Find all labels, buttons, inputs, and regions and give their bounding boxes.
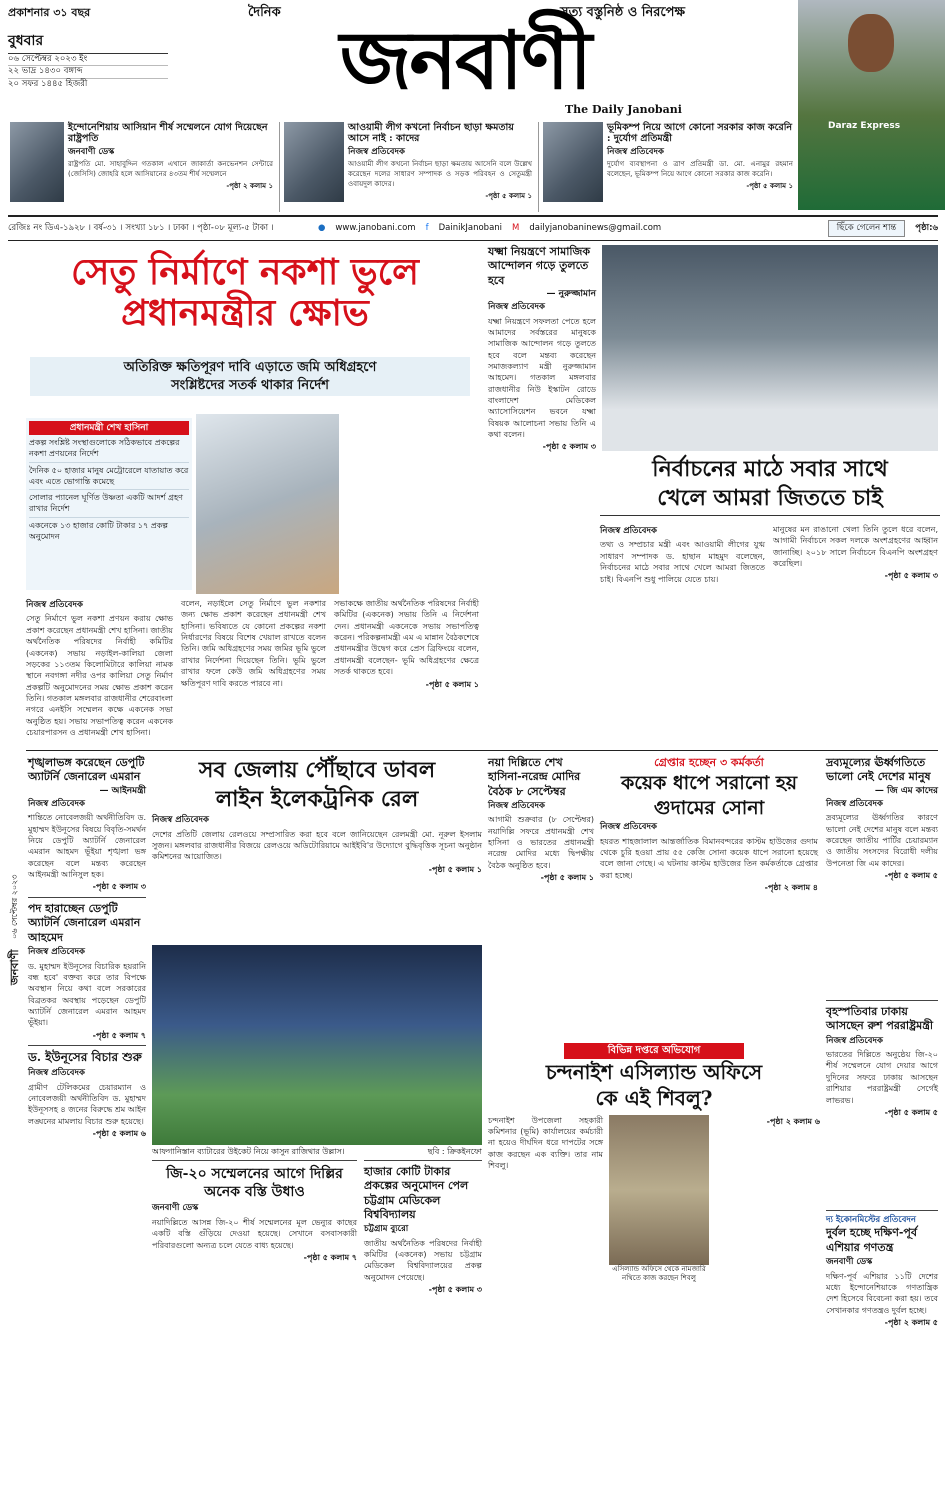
election-headline-line2: খেলে আমরা জিততে চাই xyxy=(657,484,883,511)
story-photo xyxy=(10,122,64,202)
shiblu-photo xyxy=(609,1115,709,1265)
website-icon: ● xyxy=(318,222,326,233)
facebook-icon: f xyxy=(425,222,429,233)
cricketer-photo xyxy=(798,0,945,210)
brief-body: শান্তিতে নোবেলজয়ী অর্থনীতিবিদ ড. মুহাম্মদ ইউনূসের বিষয়ে বিবৃতি-সমর্থন নিয়ে ডেপুটি অ্যাটর্নি জেনারেল এমরান আহমদ ভূঁইয়া শৃঙ্খলা ভঙ্গ করেছেন বলে মন্তব্য করেছেন আইনমন্ত্রী আনিসুল হক। xyxy=(28,813,146,879)
story-cont: -পৃষ্ঠা ৫ কলাম ১ xyxy=(746,182,793,191)
brief-byline: নিজস্ব প্রতিবেদক xyxy=(28,947,85,958)
yakshma-body: যক্ষ্মা নিয়ন্ত্রণে সফলতা পেতে হলে আমাদের সর্বস্তরের মানুষকে সামাজিক আন্দোলন গড়ে তুলতে হবে বলে মন্তব্য করেছেন সমাজকল্যাণ মন্ত্রী নুরুজ্জামান আহমেদ। গতকাল মঙ্গলবার রাজধানীর নিউ ইস্কাটন রোডে বাংলাদেশ মেডিকেল অ্যাসোসিয়েশন ভবনে যক্ষ্মা বিষয়ক আলোচনা সভায় তিনি এ কথা বলেন। xyxy=(488,316,596,440)
website-link[interactable]: www.janobani.com xyxy=(335,222,416,233)
weekday: বুধবার xyxy=(8,32,168,54)
lavrov-cont: -পৃষ্ঠা ৫ কলাম ৫ xyxy=(884,1107,938,1117)
lead-headline-line2: প্রধানমন্ত্রীর ক্ষোভ xyxy=(121,292,369,335)
gold-cont: -পৃষ্ঠা ২ কলাম ৪ xyxy=(764,883,818,893)
dainik-label: দৈনিক xyxy=(248,5,281,20)
pm-box xyxy=(26,418,192,590)
democracy-body: দক্ষিণ-পূর্ব এশিয়ার ১১টি দেশের মধ্যে ইন্দোনেশিয়াকে গণতান্ত্রিক দেশ হিসেবে বিবেচনা করা হয়। তবে সেখানকার গণতন্ত্রও দুর্বল হচ্ছে। xyxy=(826,1271,938,1315)
tagline: প্রকাশনার ৩১ বছর xyxy=(8,6,91,19)
side-date: ০৬ সেপ্টেম্বর ২০২৩ xyxy=(10,874,19,939)
story-photo xyxy=(543,122,603,202)
chandanaish-headline-line1: চন্দনাইশ এসিল্যান্ড অফিসে xyxy=(545,1059,763,1084)
yakshma-speaker: — নুরুজ্জামান xyxy=(546,288,596,299)
lead-cont: -পৃষ্ঠা ৫ কলাম ১ xyxy=(425,679,479,689)
brief-body: ড. মুহাম্মদ ইউনূসের বিচারিক হয়রানি বন্ধ হবে' বক্তব্য করে তার বিপক্ষে অবস্থান নিয়ে কথা বলে সরকারের বিব্রতকর অবস্থায় পড়েছেন ডেপুটি অ্যাটর্নি জেনারেল এমরান আহমদ ভূঁইয়া। xyxy=(28,961,146,1028)
brief-title: শৃঙ্খলাভঙ্গ করেছেন ডেপুটি অ্যাটর্নি জেনারেল এমরান xyxy=(28,756,145,784)
story-body: দুর্যোগ ব্যবস্থাপনা ও ত্রাণ প্রতিমন্ত্রী ডা. মো. এনামুর রহমান বলেছেন, ভূমিকম্প নিয়ে আগে কোনো সরকার কাজ করেনি। xyxy=(607,160,793,179)
logo xyxy=(225,14,705,106)
bilateral-story xyxy=(488,756,594,884)
medical-story xyxy=(364,1160,482,1296)
democracy-kicker: দ্য ইকোনমিস্টের প্রতিবেদন xyxy=(826,1215,916,1225)
democracy-byline: জনবাণী ডেস্ক xyxy=(826,1257,873,1268)
brief-body: গ্রামীণ টেলিকমের চেয়ারম্যান ও নোবেলজয়ী অর্থনীতিবিদ ড. মুহাম্মদ ইউনূসসহ ৪ জনের বিরুদ্ধে শ্রম আইন লঙ্ঘনের মামলায় বিচার শুরু হয়েছে। xyxy=(28,1082,146,1126)
pm-photo xyxy=(196,414,339,594)
story-title: ভূমিকম্প নিয়ে আগে কোনো সরকার কাজ করেনি : দুর্যোগ প্রতিমন্ত্রী xyxy=(607,122,793,145)
brief-cont: -পৃষ্ঠা ৫ কলাম ৭ xyxy=(92,1030,146,1040)
dravya-byline: নিজস্ব প্রতিবেদক xyxy=(826,798,883,809)
rail-headline-line1: সব জেলায় পৌঁছাবে ডাবল xyxy=(198,757,436,783)
yakshma-title: যক্ষ্মা নিয়ন্ত্রণে সামাজিক আন্দোলন গড়ে তুলতে হবে xyxy=(488,245,591,287)
lead-headline xyxy=(10,252,480,335)
democracy-cont: -পৃষ্ঠা ২ কলাম ৫ xyxy=(884,1317,938,1327)
logo-text: জনবাণী xyxy=(339,13,591,107)
gold-kicker: গ্রেপ্তার হচ্ছেন ৩ কর্মকর্তা xyxy=(654,756,764,769)
chandanaish-body: চন্দনাইশ উপজেলা সহকারী কমিশনার (ভূমি) কার্যালয়ের কর্মচারী না হয়েও দীর্ঘদিন ধরে দাপটের সঙ্গে কাজ করছেন এক ব্যক্তি। তার নাম শিবলু। xyxy=(488,1115,603,1170)
medical-body: জাতীয় অর্থনৈতিক পরিষদের নির্বাহী কমিটির (একনেক) সভায় চট্টগ্রাম মেডিকেল বিশ্ববিদ্যালয়ের প্রকল্প অনুমোদন পেয়েছে। xyxy=(364,1238,482,1282)
mail-icon: M xyxy=(512,222,520,233)
dravya-story xyxy=(826,756,938,882)
shiblu-caption: এসিল্যান্ড অফিসে থেকে নামজারি নথিতে কাজ করছেন শিবলু xyxy=(612,1264,706,1282)
section-divider xyxy=(26,750,938,751)
pm-point-3: সোলার প্যানেল ঘূর্ণিত উষ্ণতা একটি আদর্শ গ্রহণ রাখার নির্দেশ xyxy=(29,493,189,518)
gold-byline: নিজস্ব প্রতিবেদক xyxy=(600,822,657,833)
rail-body: দেশের প্রতিটি জেলায় রেলওয়ে সম্প্রসারিত করা হবে বলে জানিয়েছেন রেলমন্ত্রী মো. নূরুল ইসলাম সুজন। মঙ্গলবার রাজধানীর বিজয়ে রেলওয়ে অডিটোরিয়ামে আইইবি'র উদ্যোগে বুদ্ধিবৃত্তিক সূচনা অনুষ্ঠান কমিশনের আয়োজিত। xyxy=(152,829,482,862)
lead-deck-line2: সংশ্লিষ্টদের সতর্ক থাকার নির্দেশ xyxy=(171,377,329,393)
lead-body xyxy=(26,598,481,738)
story-cont: -পৃষ্ঠা ৫ কলাম ১ xyxy=(485,192,532,201)
lavrov-story xyxy=(826,1000,938,1119)
pm-point-4: একনেকে ১৩ হাজার কোটি টাকার ১৭ প্রকল্প অনুমোদন xyxy=(29,520,169,541)
english-name: The Daily Janobani xyxy=(565,103,682,116)
lead-deck-line1: অতিরিক্ত ক্ষতিপূরণ দাবি এড়াতে জমি অধিগ্রহণে xyxy=(123,360,377,375)
election-cont: -পৃষ্ঠা ৫ কলাম ৩ xyxy=(884,571,938,581)
brief-2 xyxy=(28,898,146,1046)
facebook-link[interactable]: DainikJanobani xyxy=(438,222,503,233)
rail-story xyxy=(152,756,482,876)
gold-headline-line2: গুদামের সোনা xyxy=(653,796,765,819)
story-byline: জনবাণী ডেস্ক xyxy=(68,146,115,157)
side-label: জনবাণী xyxy=(8,949,21,985)
left-briefs xyxy=(28,756,146,1140)
dateline xyxy=(8,32,168,90)
dravya-speaker: — জি এম কাদের xyxy=(874,785,938,796)
election-headline xyxy=(600,455,940,516)
election-body xyxy=(600,524,938,585)
slogan: সত্য বস্তুনিষ্ঠ ও নিরপেক্ষ xyxy=(560,5,685,20)
top-story-1 xyxy=(10,122,273,212)
pm-point-1: প্রকল্প সংশ্লিষ্ট সংস্থাগুলোকে সঠিকভাবে প্রকল্পের নকশা প্রণয়নের নির্দেশ xyxy=(29,438,189,463)
story-title: ইন্দোনেশিয়ায় আসিয়ান শীর্ষ সম্মেলনে যোগ দিয়েছেন রাষ্ট্রপতি xyxy=(68,122,268,145)
g20-byline: জনবাণী ডেস্ক xyxy=(152,1203,199,1214)
medical-title: হাজার কোটি টাকার প্রকল্পের অনুমোদন পেল চট্টগ্রাম মেডিকেল বিশ্ববিদ্যালয় xyxy=(364,1165,469,1221)
lavrov-title: বৃহস্পতিবার ঢাকায় আসছেন রুশ পররাষ্ট্রমন্ত্রী xyxy=(826,1005,934,1033)
rail-byline: নিজস্ব প্রতিবেদক xyxy=(152,815,209,826)
date-english: ০৬ সেপ্টেম্বর ২০২৩ ইং xyxy=(8,54,168,66)
bilateral-cont: -পৃষ্ঠা ৫ কলাম ১ xyxy=(540,873,594,883)
lead-col-1: সেতু নির্মাণে ভুল নকশা প্রণয়ন করায় ক্ষোভ প্রকাশ করেছেন প্রধানমন্ত্রী শেখ হাসিনা। জাতীয় অর্থনৈতিক পরিষদের নির্বাহী কমিটির (একনেক) সভায় নড়াইল-কালিয়া জেলা সড়কের ১১৩তম কিলোমিটারে কালিয়া নামক স্থানে নবগঙ্গা নদীর ওপর কালিয়া সেতু নির্মাণ প্রকল্পটি অনুমোদনের সময় ক্ষোভ প্রকাশ করেন তিনি। গতকাল মঙ্গলবার রাজধানীর শেরেবাংলা নগরে এনইসি সম্মেলন কক্ষে একনেক সভা অনুষ্ঠিত হয়। সভায় সভাপতিত্ব করেন একনেক চেয়ারপারসন ও প্রধানমন্ত্রী শেখ হাসিনা। xyxy=(26,614,173,738)
medical-byline: চট্টগ্রাম ব্যুরো xyxy=(364,1224,409,1235)
rail-cont: -পৃষ্ঠা ৫ কলাম ১ xyxy=(428,864,482,874)
yakshma-cont: -পৃষ্ঠা ৫ কলাম ৩ xyxy=(542,442,596,452)
story-photo xyxy=(284,122,344,202)
player-head xyxy=(848,14,894,72)
lead-headline-line1: সেতু নির্মাণে নকশা ভুলে xyxy=(71,251,419,293)
brief-cont: -পৃষ্ঠা ৫ কলাম ৬ xyxy=(92,1128,146,1138)
story-byline: নিজস্ব প্রতিবেদক xyxy=(348,146,405,157)
top-story-3 xyxy=(538,122,793,212)
dravya-body: দ্রব্যমূল্যের ঊর্ধ্বগতির কারণে ভালো নেই দেশের মানুষ বলে মন্তব্য করেছেন জাতীয় পার্টির চেয়ারম্যান ও জাতীয় সংসদের বিরোধী দলীয় উপনেতা জি এম কাদের। xyxy=(826,813,938,868)
inside-box: ছিঁকে গেলেন শান্ত xyxy=(828,220,906,237)
election-col-1: তথ্য ও সম্প্রচার মন্ত্রী এবং আওয়ামী লীগের যুগ্ম সাধারণ সম্পাদক ড. হাছান মাহমুদ বলেছেন, নির্বাচনের মাঠে সবার সাথে খেলে আমরা জিততে চাই। বিএনপি শুধু পালিয়ে যেতে চায়। xyxy=(600,540,765,584)
top-stories xyxy=(10,122,795,212)
email-link[interactable]: dailyjanobaninews@gmail.com xyxy=(529,222,662,233)
bilateral-title: নয়া দিল্লিতে শেখ হাসিনা-নরেন্দ্র মোদির বৈঠক ৮ সেপ্টেম্বর xyxy=(488,756,581,798)
story-byline: নিজস্ব প্রতিবেদক xyxy=(607,146,664,157)
date-bangla: ২২ ভাদ্র ১৪৩০ বঙ্গাব্দ xyxy=(8,66,168,78)
lead-col-3: সভাকক্ষে জাতীয় অর্থনৈতিক পরিষদের নির্বাহী কমিটির (একনেক) সভায় তিনি এ নির্দেশনা দেন। প্রধানমন্ত্রী একনেকে সভায় সভাপতিত্ব করেন। পরিকল্পনামন্ত্রী এম এ মান্নান বৈঠকশেষে প্রধানমন্ত্রীর উদ্বেগ করে প্রেস ব্রিফিংয়ে বলেন, প্রধানমন্ত্রী বলেছেন- ভূমি অধিগ্রহণের ক্ষেত্রে সতর্ক থাকতে হবে। xyxy=(334,599,479,677)
story-cont: -পৃষ্ঠা ২ কলাম ১ xyxy=(226,182,273,191)
democracy-story xyxy=(826,1210,938,1329)
election-col-2: মানুষের মন রাঙানো খেলা তিনি তুলে ধরে বলেন, আগামী নির্বাচনে সকল দলকে অংশগ্রহণের আহ্বান জানাচ্ছি। ২০১৮ সালে নির্বাচনে বিএনপি অংশগ্রহণ করেছিল। xyxy=(773,525,938,569)
page-number: পৃষ্ঠা:৬ xyxy=(915,222,938,233)
dravya-cont: -পৃষ্ঠা ৫ কলাম ৫ xyxy=(884,871,938,880)
cricket-caption-row xyxy=(152,1147,482,1158)
gold-story xyxy=(600,756,818,894)
g20-body: নয়াদিল্লিতে আসন্ন জি-২০ শীর্ষ সম্মেলনের মূল ভেন্যুর কাছের একটি বস্তি গুঁড়িয়ে দেওয়া হয়েছে। সেখানে বসবাসকারী পরিবারগুলো অন্যত্র চলে যেতে বাধ্য হয়েছে। xyxy=(152,1217,357,1250)
democracy-title: দুর্বল হচ্ছে দক্ষিণ-পূর্ব এশিয়ার গণতন্ত্র xyxy=(826,1226,918,1254)
story-body: আওয়ামী লীগ কখনো নির্বাচন ছাড়া ক্ষমতায় আসেনি বলে উল্লেখ করেছেন দলের সাধারণ সম্পাদক ও সড়ক পরিবহন ও সেতুমন্ত্রী ওবায়দুল কাদের। xyxy=(348,160,532,189)
brief-title: পদ হারাচ্ছেন ডেপুটি অ্যাটর্নি জেনারেল এমরান আহমেদ xyxy=(28,902,141,944)
brief-cont: -পৃষ্ঠা ৫ কলাম ৩ xyxy=(92,882,146,892)
g20-title: জি-২০ সম্মেলনের আগে দিল্লির অনেক বস্তি উধাও xyxy=(166,1166,343,1201)
bilateral-byline: নিজস্ব প্রতিবেদক xyxy=(488,800,545,811)
gold-headline-line1: কয়েক ধাপে সরানো হয় xyxy=(620,771,798,794)
lead-byline: নিজস্ব প্রতিবেদক xyxy=(26,600,83,610)
side-flag xyxy=(8,755,24,985)
info-bar xyxy=(8,215,938,241)
chandanaish-cont: -পৃষ্ঠা ২ কলাম ৬ xyxy=(766,1116,820,1126)
lead-deck xyxy=(30,357,470,396)
story-body: রাষ্ট্রপতি মো. সাহাবুদ্দিন গতকাল এখানে জাকার্তা কনভেনশন সেন্টারে (জেসিসি) জোহরি হলে আসিয়ানের ৪৩তম শীর্ষ সম্মেলনে xyxy=(68,160,273,179)
g20-story xyxy=(152,1160,357,1264)
brief-1 xyxy=(28,756,146,898)
bilateral-body: আগামী শুক্রবার (৮ সেপ্টেম্বর) নয়াদিল্লি সফরে প্রধানমন্ত্রী শেখ হাসিনা ও ভারতের প্রধানমন্ত্রী নরেন্দ্র মোদির মধ্যে দ্বিপক্ষীয় বৈঠক অনুষ্ঠিত হবে। xyxy=(488,815,594,870)
press-conference-photo xyxy=(602,245,938,451)
brief-byline: নিজস্ব প্রতিবেদক xyxy=(28,798,85,809)
election-byline: নিজস্ব প্রতিবেদক xyxy=(600,526,657,536)
yakshma-byline: নিজস্ব প্রতিবেদক xyxy=(488,302,545,313)
g20-cont: -পৃষ্ঠা ৫ কলাম ৭ xyxy=(303,1252,357,1262)
brief-title: ড. ইউনূসের বিচার শুরু xyxy=(28,1050,142,1065)
brief-byline: নিজস্ব প্রতিবেদক xyxy=(28,1068,85,1079)
chandanaish-kicker: বিভিন্ন দপ্তরে অভিযোগ xyxy=(564,1043,744,1059)
story-title: আওয়ামী লীগ কখনো নির্বাচন ছাড়া ক্ষমতায় আসে নাই : কাদের xyxy=(348,122,514,145)
cricket-caption: আফগানিস্তান ব্যাটারের উইকেট নিয়ে কাসুন রাজিথার উল্লাস। xyxy=(152,1147,345,1156)
lavrov-byline: নিজস্ব প্রতিবেদক xyxy=(826,1035,883,1046)
brief-3 xyxy=(28,1046,146,1139)
cricket-photo xyxy=(152,945,482,1145)
medical-cont: -পৃষ্ঠা ৫ কলাম ৩ xyxy=(428,1285,482,1295)
dravya-title: দ্রব্যমূল্যের ঊর্ধ্বগতিতে ভালো নেই দেশের মানুষ xyxy=(826,756,931,784)
brief-speaker: — আইনমন্ত্রী xyxy=(99,785,146,796)
registration-info: রেজিঃ নং ডিএ-১৯২৮ । বর্ষ-৩১ । সংখ্যা ১৮১ । ঢাকা । পৃষ্ঠা-০৮ মূল্য-৫ টাকা । xyxy=(8,222,274,233)
date-hijri: ২০ সফর ১৪৪৫ হিজরী xyxy=(8,78,88,89)
chandanaish-story xyxy=(488,1043,820,1283)
pm-label: প্রধানমন্ত্রী শেখ হাসিনা xyxy=(29,421,189,435)
pm-point-2: দৈনিক ৫০ হাজার মানুষ মেট্রোরেলে যাতায়াত করে এবং এতে ভোগান্তি কমেছে xyxy=(29,466,189,491)
rail-headline-line2: লাইন ইলেকট্রনিক রেল xyxy=(215,785,419,812)
top-story-2 xyxy=(279,122,532,212)
player-jersey-text: Daraz Express xyxy=(828,121,901,131)
gold-body: হযরত শাহজালাল আন্তর্জাতিক বিমানবন্দরের কাস্টম হাউজের গুদাম থেকে চুরি হওয়া প্রায় ৫৫ কেজি সোনা কয়েক ধাপে সরানো হয়েছে বলে জানা গেছে। এ ঘটনায় কাস্টম হাউজের তিন কর্মকর্তাকে গ্রেপ্তার করা হচ্ছে। xyxy=(600,836,818,880)
lead-col-2: বলেন, নড়াইলে সেতু নির্মাণে ভুল নকশার জন্য ক্ষোভ প্রকাশ করেছেন প্রধানমন্ত্রী শেখ হাসিনা। ভবিষ্যতে যে কোনো প্রকল্পের নকশা নির্ধারণের বিষয়ে বিশেষ খেয়াল রাখতে বলেন তিনি। জমি অধিগ্রহণের সময় জমির ভূমি ভুলে রাখার নির্দেশনা দিয়েছেন তিনি। ভূমি ভুলে রাখার ফলে কেউ জমি অধিগ্রহণের সময় ক্ষতিপূরণ দাবি করতে পারবে না। xyxy=(181,599,326,688)
cricket-credit: ছবি : ক্রিকইনফো xyxy=(427,1147,482,1156)
chandanaish-headline-line2: কে এই শিবলু? xyxy=(595,1085,713,1110)
election-headline-line1: নির্বাচনের মাঠে সবার সাথে xyxy=(652,456,888,482)
yakshma-story xyxy=(488,245,596,453)
lavrov-body: ভারতের দিল্লিতে অনুষ্ঠেয় জি-২০ শীর্ষ সম্মেলনে যোগ দেয়ার আগে দুদিনের সফরে ঢাকায় আসছেন রাশিয়ার পররাষ্ট্রমন্ত্রী সের্গেই লাভরভ। xyxy=(826,1050,938,1105)
